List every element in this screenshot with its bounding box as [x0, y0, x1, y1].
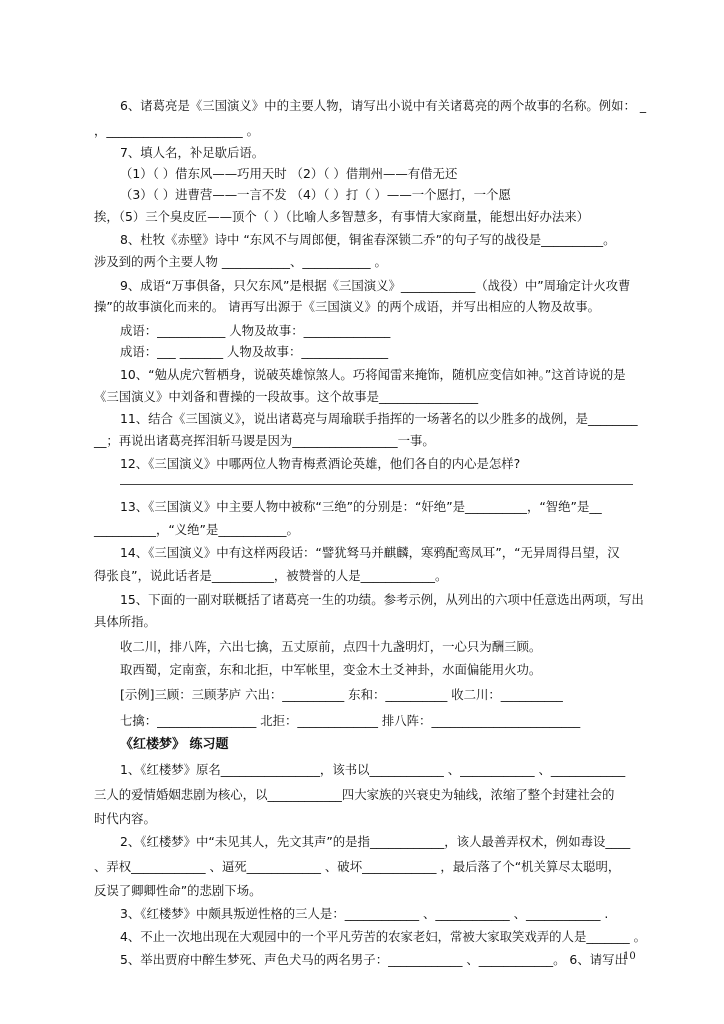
- text-line: 、弄权____________ 、逼死____________ 、破坏____________ ，最后落了个“机关算尽太聪明，: [94, 859, 621, 874]
- text-line: 涉及到的两个主要人物 ___________、___________ 。: [94, 254, 387, 269]
- answer-line: [120, 484, 633, 485]
- text-line: 10、“勉从虎穴暂栖身，说破英雄惊煞人。巧将闻雷来掩饰，随机应变信如神。”这首诗说的是: [120, 367, 626, 382]
- text-line: 得张良”，说此话者是__________，被赞誉的人是____________。: [94, 568, 448, 583]
- text-line: __________，“义绝”是___________。: [94, 522, 299, 537]
- text-line: 七擒：________________ 北拒：_____________ 排八阵：________________________: [120, 713, 581, 728]
- text-line: 具体所指。: [94, 614, 156, 629]
- section-heading: 《红楼梦》 练习题: [120, 737, 229, 752]
- text-line: （1）（ ）借东风——巧用天时 （2）（ ）借荆州——有借无还: [120, 166, 458, 181]
- text-line: （3）（ ）进曹营——一言不发 （4）（ ）打（ ）——一个愿打，一个愿: [120, 187, 511, 202]
- text-line: 5、举出贾府中醉生梦死、声色犬马的两名男子：____________ 、____________。 6、请写出: [120, 952, 627, 967]
- text-line: 《三国演义》中刘备和曹操的一段故事。这个故事是________________: [94, 389, 479, 404]
- text-line: 时代内容。: [94, 811, 156, 826]
- text-line: ，______________________ 。: [94, 123, 260, 138]
- text-line: 操”的故事演化而来的。 请再写出源于《三国演义》的两个成语，并写出相应的人物及故事。: [94, 299, 600, 314]
- text-line: [示例]三顾：三顾茅庐 六出：__________ 东和：__________ 收二川：__________: [120, 687, 563, 702]
- text-line: 1、《红楼梦》原名________________，该书以____________ 、____________ 、____________: [120, 762, 626, 777]
- text-line: __；再说出诸葛亮挥泪斩马谡是因为_________________一事。: [94, 433, 435, 448]
- text-line: 收二川，排八阵，六出七擒，五丈原前，点四十九盏明灯，一心只为酬三顾。: [120, 639, 542, 654]
- text-line: 12、《三国演义》中哪两位人物青梅煮酒论英雄，他们各自的内心是怎样?: [120, 456, 521, 471]
- text-line: 15、下面的一副对联概括了诸葛亮一生的功绩。参考示例，从列出的六项中任意选出两项，写出: [120, 592, 644, 607]
- text-line: 9、成语“万事俱备，只欠东风”是根据《三国演义》____________（战役）中”周瑜定计火攻曹: [120, 278, 631, 293]
- text-line: 2、《红楼梦》中“未见其人，先文其声”的是指____________，该人最善弄权术，例如毒设____: [120, 834, 631, 849]
- text-line: 成语：___________ 人物及故事：______________: [120, 323, 391, 338]
- text-line: 14、《三国演义》中有这样两段话：“譬犹驽马并麒麟，寒鸦配鸾凤耳”，“无异周得吕望，汉: [120, 545, 620, 560]
- text-line: 7、填人名，补足歇后语。: [120, 145, 265, 160]
- text-line: 成语：___ _______ 人物及故事：______________: [120, 344, 389, 359]
- text-line: 8、杜牧《赤壁》诗中 “东风不与周郎便，铜雀春深锁二乔”的句子写的战役是__________。: [120, 232, 616, 247]
- text-line: 4、不止一次地出现在大观园中的一个平凡劳苦的农家老妇，常被大家取笑戏弄的人是_______ 。: [120, 929, 647, 944]
- page-number: 10: [623, 951, 636, 962]
- text-line: 反误了卿卿性命”的悲剧下场。: [94, 883, 262, 898]
- text-line: 三人的爱情婚姻悲剧为核心，以____________四大家族的兴衰史为轴线，浓缩了整个封建社会的: [94, 787, 615, 802]
- text-line: 取西蜀，定南蛮，东和北拒，中军帐里，变金木土爻神卦，水面偏能用火功。: [120, 662, 542, 677]
- text-line: 11、结合《三国演义》，说出诸葛亮与周瑜联手指挥的一场著名的以少胜多的战例，是________: [120, 411, 638, 426]
- text-line: 6、诸葛亮是《三国演义》中的主要人物，请写出小说中有关诸葛亮的两个故事的名称。例如： _: [120, 98, 647, 113]
- text-line: 13、《三国演义》中主要人物中被称“三绝”的分别是：“奸绝”是__________，“智绝”是__: [120, 499, 602, 514]
- text-line: 3、《红楼梦》中颇具叛逆性格的三人是：____________ 、____________ 、____________ .: [120, 906, 609, 921]
- text-line: 挨，（5）三个臭皮匠——顶个（ ）（比喻人多智慧多，有事情大家商量，能想出好办法来）: [94, 209, 590, 224]
